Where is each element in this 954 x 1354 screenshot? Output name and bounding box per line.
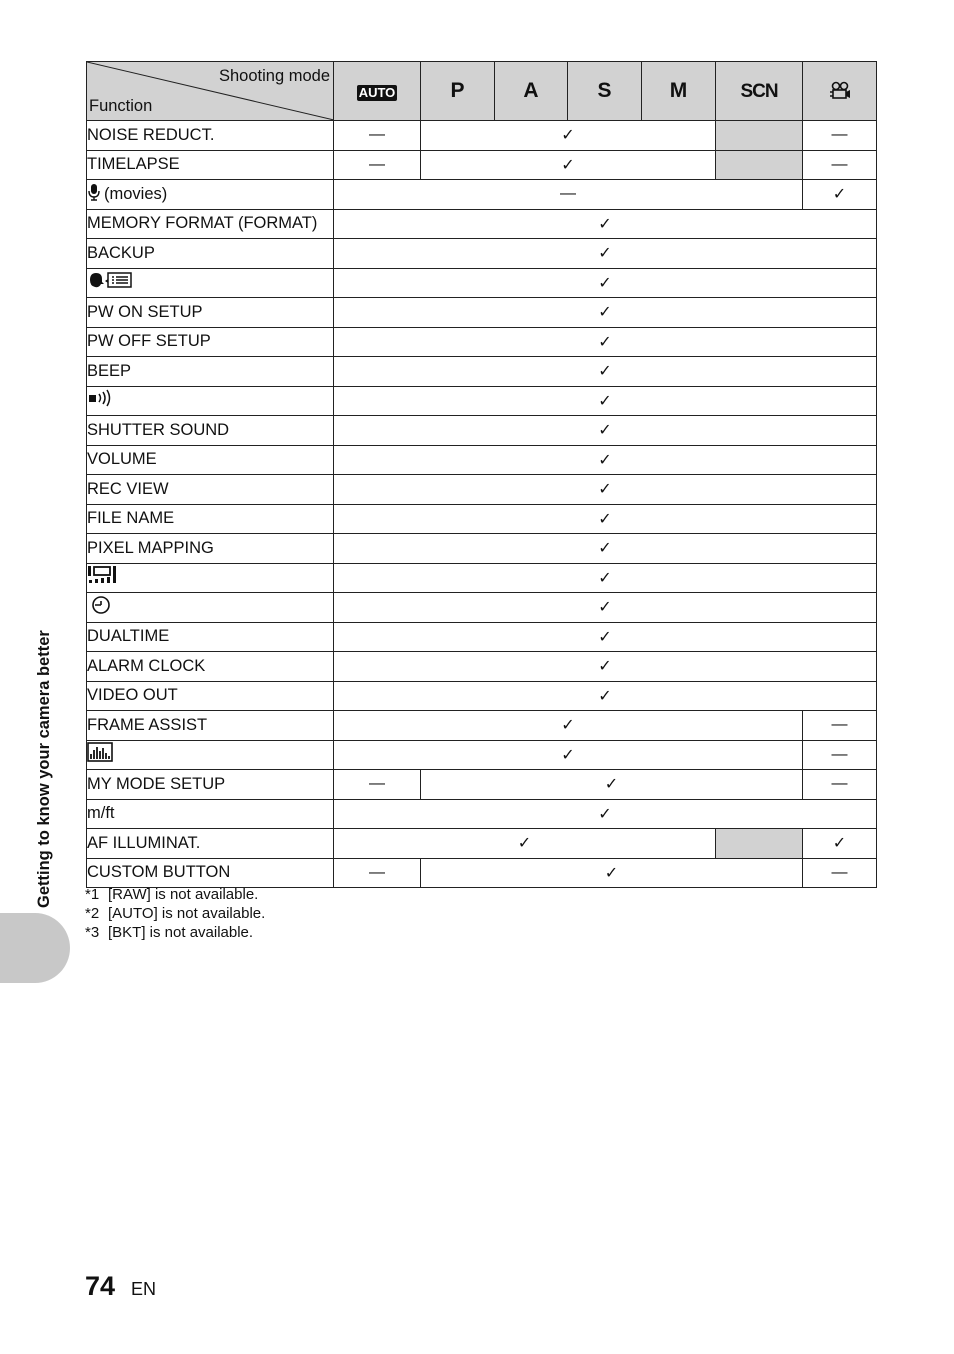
function-label: PW OFF SETUP bbox=[87, 332, 211, 351]
unavailable-dash: — bbox=[803, 740, 877, 770]
unavailable-dash: — bbox=[803, 770, 877, 800]
available-check: ✓ bbox=[334, 652, 877, 682]
function-label: VIDEO OUT bbox=[87, 686, 178, 705]
footnote-mark: *2 bbox=[85, 905, 100, 922]
table-row bbox=[87, 829, 877, 859]
function-name bbox=[87, 504, 334, 534]
function-name bbox=[87, 239, 334, 269]
footnote-text: [BKT] is not available. bbox=[108, 924, 254, 941]
unavailable-dash: — bbox=[334, 180, 803, 210]
table-row bbox=[87, 150, 877, 180]
available-check: ✓ bbox=[421, 858, 803, 888]
function-name bbox=[87, 681, 334, 711]
table-row bbox=[87, 445, 877, 475]
available-check: ✓ bbox=[334, 268, 877, 298]
table-row bbox=[87, 268, 877, 298]
table-row bbox=[87, 416, 877, 446]
available-check: ✓ bbox=[421, 121, 716, 151]
function-name bbox=[87, 416, 334, 446]
table-row bbox=[87, 563, 877, 593]
function-name bbox=[87, 209, 334, 239]
table-row bbox=[87, 180, 877, 210]
not-applicable-cell bbox=[716, 121, 803, 151]
available-check: ✓ bbox=[334, 386, 877, 416]
table-row bbox=[87, 209, 877, 239]
available-check: ✓ bbox=[334, 357, 877, 387]
page-number: 74 bbox=[85, 1271, 116, 1301]
available-check: ✓ bbox=[334, 327, 877, 357]
footnote-text: [RAW] is not available. bbox=[108, 886, 259, 903]
available-check: ✓ bbox=[334, 298, 877, 328]
function-name bbox=[87, 770, 334, 800]
function-name bbox=[87, 740, 334, 770]
mode-header-a: A bbox=[495, 62, 568, 121]
available-check: ✓ bbox=[334, 740, 803, 770]
auto-mode-icon: AUTO bbox=[358, 85, 396, 100]
function-label: REC VIEW bbox=[87, 479, 169, 498]
footnote-text: [AUTO] is not available. bbox=[108, 905, 266, 922]
table-row bbox=[87, 711, 877, 741]
footnote-mark: *3 bbox=[85, 924, 100, 941]
available-check: ✓ bbox=[334, 445, 877, 475]
table-row bbox=[87, 386, 877, 416]
function-label: Function bbox=[89, 97, 153, 115]
page-language: EN bbox=[131, 1279, 157, 1299]
function-name bbox=[87, 534, 334, 564]
table-row bbox=[87, 327, 877, 357]
available-check: ✓ bbox=[334, 593, 877, 623]
function-name bbox=[87, 357, 334, 387]
function-mode-table bbox=[86, 61, 877, 888]
function-name bbox=[87, 829, 334, 859]
available-check: ✓ bbox=[334, 622, 877, 652]
function-name bbox=[87, 858, 334, 888]
table-row bbox=[87, 504, 877, 534]
available-check: ✓ bbox=[334, 475, 877, 505]
function-label: FILE NAME bbox=[87, 509, 175, 528]
function-name bbox=[87, 475, 334, 505]
unavailable-dash: — bbox=[334, 150, 421, 180]
not-applicable-cell bbox=[716, 150, 803, 180]
unavailable-dash: — bbox=[803, 711, 877, 741]
function-name bbox=[87, 593, 334, 623]
unavailable-dash: — bbox=[803, 150, 877, 180]
function-name bbox=[87, 268, 334, 298]
unavailable-dash: — bbox=[334, 858, 421, 888]
available-check: ✓ bbox=[334, 416, 877, 446]
table-row bbox=[87, 239, 877, 269]
function-label: PIXEL MAPPING bbox=[87, 538, 214, 557]
function-label: VOLUME bbox=[87, 450, 157, 469]
footnote-mark: *1 bbox=[85, 886, 100, 903]
table-row bbox=[87, 799, 877, 829]
available-check: ✓ bbox=[421, 770, 803, 800]
table-row bbox=[87, 121, 877, 151]
clock-icon bbox=[87, 595, 115, 620]
function-label: MEMORY FORMAT (FORMAT) bbox=[87, 214, 318, 233]
available-check: ✓ bbox=[334, 534, 877, 564]
language-menu-icon bbox=[87, 271, 133, 294]
table-row bbox=[87, 652, 877, 682]
available-check: ✓ bbox=[334, 711, 803, 741]
available-check: ✓ bbox=[803, 829, 877, 859]
footnote bbox=[85, 923, 265, 942]
section-title: Getting to know your camera better bbox=[35, 630, 53, 908]
not-applicable-cell bbox=[716, 829, 803, 859]
function-label: AF ILLUMINAT. bbox=[87, 833, 201, 852]
function-name bbox=[87, 445, 334, 475]
unavailable-dash: — bbox=[803, 121, 877, 151]
function-label: m/ft bbox=[87, 804, 115, 823]
mode-header-m: M bbox=[642, 62, 716, 121]
sound-icon bbox=[87, 389, 113, 412]
function-name bbox=[87, 652, 334, 682]
function-label: BEEP bbox=[87, 361, 132, 380]
function-name bbox=[87, 180, 334, 210]
function-name bbox=[87, 386, 334, 416]
table-row bbox=[87, 357, 877, 387]
footnotes bbox=[85, 885, 265, 942]
function-label: FRAME ASSIST bbox=[87, 715, 208, 734]
mode-header-auto bbox=[334, 62, 421, 121]
function-name bbox=[87, 622, 334, 652]
function-label: TIMELAPSE bbox=[87, 155, 180, 174]
function-label: CUSTOM BUTTON bbox=[87, 863, 231, 882]
function-label: DUALTIME bbox=[87, 627, 170, 646]
function-name bbox=[87, 121, 334, 151]
available-check: ✓ bbox=[334, 799, 877, 829]
microphone-icon bbox=[87, 183, 101, 206]
available-check: ✓ bbox=[334, 209, 877, 239]
scene-mode-icon: SCN bbox=[740, 81, 778, 102]
function-name bbox=[87, 327, 334, 357]
footnote bbox=[85, 904, 265, 923]
function-label: BACKUP bbox=[87, 243, 155, 262]
table-row bbox=[87, 858, 877, 888]
function-label: PW ON SETUP bbox=[87, 302, 203, 321]
table-row bbox=[87, 593, 877, 623]
function-label: NOISE REDUCT. bbox=[87, 125, 215, 144]
movie-camera-icon bbox=[829, 81, 851, 101]
table-row bbox=[87, 770, 877, 800]
function-label: SHUTTER SOUND bbox=[87, 420, 230, 439]
footnote bbox=[85, 885, 265, 904]
function-name bbox=[87, 298, 334, 328]
available-check: ✓ bbox=[334, 829, 716, 859]
table-row bbox=[87, 740, 877, 770]
available-check: ✓ bbox=[803, 180, 877, 210]
unavailable-dash: — bbox=[334, 770, 421, 800]
available-check: ✓ bbox=[334, 681, 877, 711]
function-name bbox=[87, 799, 334, 829]
table-row bbox=[87, 298, 877, 328]
table-row bbox=[87, 622, 877, 652]
shooting-mode-label: Shooting mode bbox=[219, 67, 330, 85]
available-check: ✓ bbox=[334, 239, 877, 269]
function-label: (movies) bbox=[104, 184, 168, 203]
function-label: MY MODE SETUP bbox=[87, 774, 226, 793]
function-name bbox=[87, 711, 334, 741]
function-name bbox=[87, 150, 334, 180]
header-row bbox=[87, 62, 877, 121]
mode-header-p: P bbox=[421, 62, 495, 121]
available-check: ✓ bbox=[334, 563, 877, 593]
table-row bbox=[87, 681, 877, 711]
histogram-icon bbox=[87, 742, 113, 767]
table-row bbox=[87, 475, 877, 505]
mode-header-scn bbox=[716, 62, 803, 121]
monitor-brightness-icon bbox=[87, 565, 117, 590]
unavailable-dash: — bbox=[803, 858, 877, 888]
table-row bbox=[87, 534, 877, 564]
unavailable-dash: — bbox=[334, 121, 421, 151]
mode-header-s: S bbox=[568, 62, 642, 121]
available-check: ✓ bbox=[334, 504, 877, 534]
side-tab bbox=[0, 913, 70, 983]
corner-header bbox=[87, 62, 334, 121]
function-name bbox=[87, 563, 334, 593]
mode-header-movie bbox=[803, 62, 877, 121]
available-check: ✓ bbox=[421, 150, 716, 180]
function-label: ALARM CLOCK bbox=[87, 656, 206, 675]
